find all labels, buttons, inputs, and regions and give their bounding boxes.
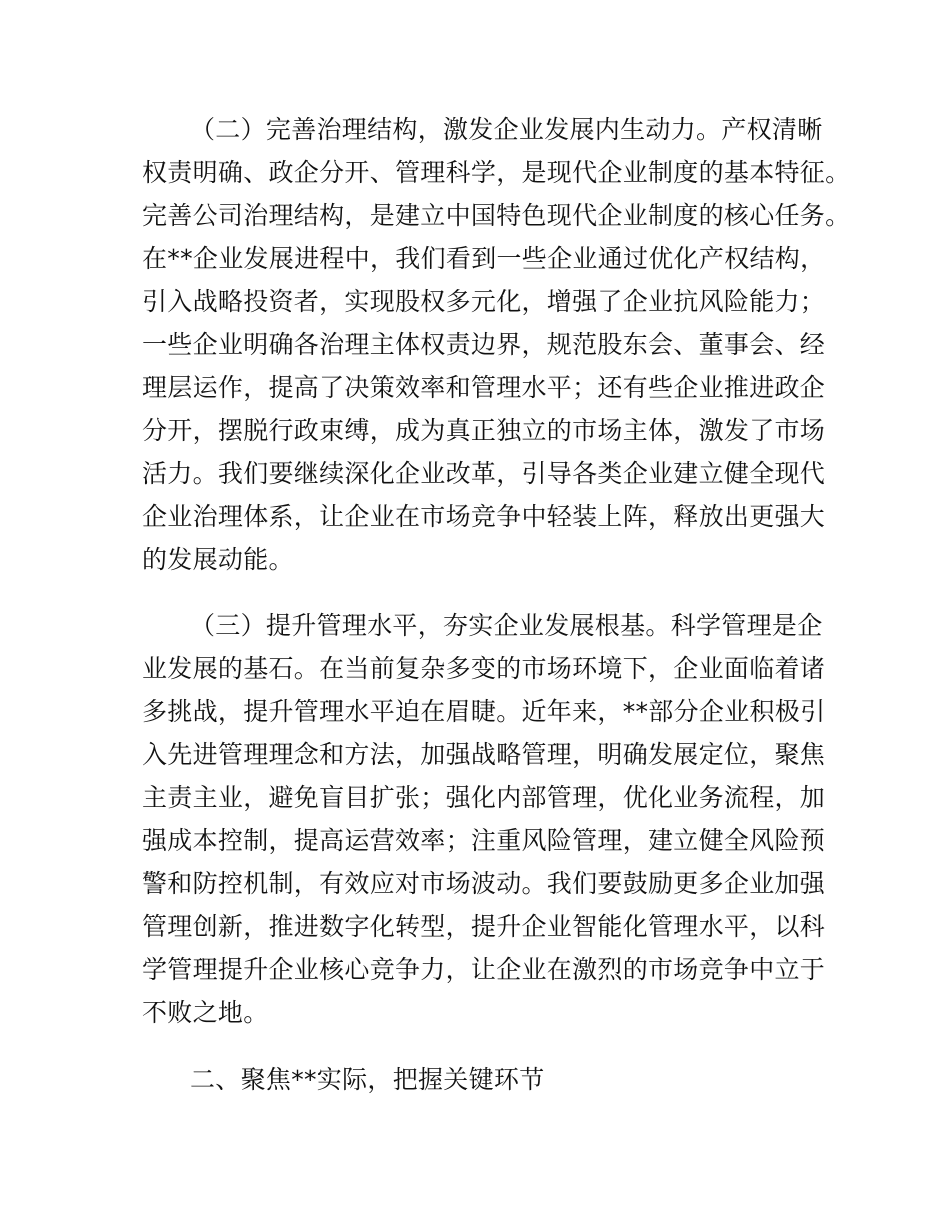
paragraph-2-line: 在**企业发展进程中，我们看到一些企业通过优化产权结构， <box>142 244 826 273</box>
paragraph-3-line: （三）提升管理水平，夯实企业发展根基。科学管理是企 <box>190 611 823 640</box>
paragraph-3-line: 业发展的基石。在当前复杂多变的市场环境下，企业面临着诸 <box>142 654 826 683</box>
paragraph-2-line: （二）完善治理结构，激发企业发展内生动力。产权清晰 <box>190 115 823 144</box>
paragraph-2-line: 一些企业明确各治理主体权责边界，规范股东会、董事会、经 <box>142 330 826 359</box>
paragraph-2-line: 企业治理体系，让企业在市场竞争中轻装上阵，释放出更强大 <box>142 502 826 531</box>
paragraph-2-line: 理层运作，提高了决策效率和管理水平；还有些企业推进政企 <box>142 373 826 402</box>
paragraph-3-line: 管理创新，推进数字化转型，提升企业智能化管理水平，以科 <box>142 912 826 941</box>
paragraph-2-line: 完善公司治理结构，是建立中国特色现代企业制度的核心任务。 <box>142 201 851 230</box>
paragraph-3-line: 不败之地。 <box>142 998 269 1027</box>
paragraph-2-line: 活力。我们要继续深化企业改革，引导各类企业建立健全现代 <box>142 459 826 488</box>
paragraph-3-line: 入先进管理理念和方法，加强战略管理，明确发展定位，聚焦 <box>142 740 826 769</box>
paragraph-3-line: 学管理提升企业核心竞争力，让企业在激烈的市场竞争中立于 <box>142 955 826 984</box>
paragraph-3-line: 主责主业，避免盲目扩张；强化内部管理，优化业务流程，加 <box>142 783 826 812</box>
paragraph-2-line: 的发展动能。 <box>142 545 294 574</box>
paragraph-2-line: 分开，摆脱行政束缚，成为真正独立的市场主体，激发了市场 <box>142 416 826 445</box>
paragraph-2-line: 引入战略投资者，实现股权多元化，增强了企业抗风险能力； <box>142 287 826 316</box>
paragraph-3-line: 多挑战，提升管理水平迫在眉睫。近年来，**部分企业积极引 <box>142 697 826 726</box>
paragraph-3-line: 警和防控机制，有效应对市场波动。我们要鼓励更多企业加强 <box>142 869 826 898</box>
paragraph-3-line: 强成本控制，提高运营效率；注重风险管理，建立健全风险预 <box>142 826 826 855</box>
paragraph-2-line: 权责明确、政企分开、管理科学，是现代企业制度的基本特征。 <box>142 158 851 187</box>
section-heading: 二、聚焦**实际，把握关键环节 <box>190 1065 545 1094</box>
